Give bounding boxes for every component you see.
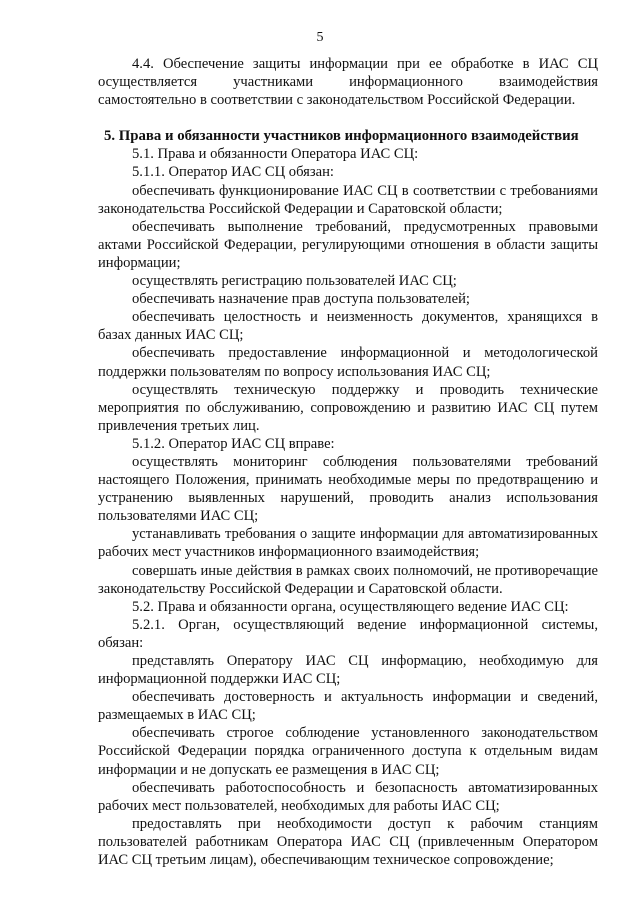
paragraph: осуществлять мониторинг соблюдения пользователями требований настоящего Положения, принимать необходимые меры по предотвращению и устранению выявленных нарушений, проводить анализ использования пользователями ИАС СЦ; <box>98 453 598 525</box>
paragraph: обеспечивать функционирование ИАС СЦ в соответствии с требованиями законодательства Российской Федерации и Саратовской области; <box>98 182 598 217</box>
paragraph: 5.1.2. Оператор ИАС СЦ вправе: <box>132 435 335 452</box>
paragraph: совершать иные действия в рамках своих полномочий, не противоречащие законодательству Российской Федерации и Саратовской области. <box>98 562 598 597</box>
paragraph: обеспечивать достоверность и актуальность информации и сведений, размещаемых в ИАС СЦ; <box>98 689 598 724</box>
paragraph: осуществлять регистрацию пользователей ИАС СЦ; <box>132 273 457 290</box>
paragraph: предоставлять при необходимости доступ к рабочим станциям пользователей работникам Оператора ИАС СЦ (привлеченным Оператором ИАС СЦ третьим лицам), обеспечивающим техническое сопровождение; <box>98 815 598 869</box>
paragraph: 5.1.1. Оператор ИАС СЦ обязан: <box>132 164 334 181</box>
paragraph: 4.4. Обеспечение защиты информации при ее обработке в ИАС СЦ осуществляется участниками информационного взаимодействия самостоятельно в соответствии с законодательством Российской Федерации. <box>98 56 598 109</box>
paragraph: обеспечивать целостность и неизменность документов, хранящихся в базах данных ИАС СЦ; <box>98 309 598 344</box>
document-body <box>98 55 598 869</box>
paragraph: 5.1. Права и обязанности Оператора ИАС СЦ: <box>132 146 419 163</box>
paragraph: устанавливать требования о защите информации для автоматизированных рабочих мест участников информационного взаимодействия; <box>98 526 598 561</box>
paragraph: 5.2.1. Орган, осуществляющий ведение информационной системы, обязан: <box>98 616 598 651</box>
paragraph: представлять Оператору ИАС СЦ информацию, необходимую для информационной поддержки ИАС СЦ; <box>98 653 598 688</box>
page-number: 5 <box>316 30 324 45</box>
paragraph: обеспечивать строгое соблюдение установленного законодательством Российской Федерации порядка ограниченного доступа к отдельным видам информации и не допускать ее размещения в ИАС СЦ; <box>98 725 598 778</box>
paragraph: обеспечивать предоставление информационной и методологической поддержки пользователям по вопросу использования ИАС СЦ; <box>98 345 598 380</box>
paragraph: обеспечивать выполнение требований, предусмотренных правовыми актами Российской Федерации, регулирующими отношения в области защиты информации; <box>98 218 598 271</box>
paragraph: обеспечивать работоспособность и безопасность автоматизированных рабочих мест пользователей, необходимых для работы ИАС СЦ; <box>98 779 598 814</box>
paragraph: осуществлять техническую поддержку и проводить технические мероприятия по обслуживанию, сопровождению и развитию ИАС СЦ путем привлечения третьих лиц. <box>98 381 598 434</box>
paragraph: 5.2. Права и обязанности органа, осуществляющего ведение ИАС СЦ: <box>132 598 569 615</box>
paragraph: обеспечивать назначение прав доступа пользователей; <box>132 291 470 308</box>
section-heading: 5. Права и обязанности участников информационного взаимодействия <box>104 128 579 145</box>
